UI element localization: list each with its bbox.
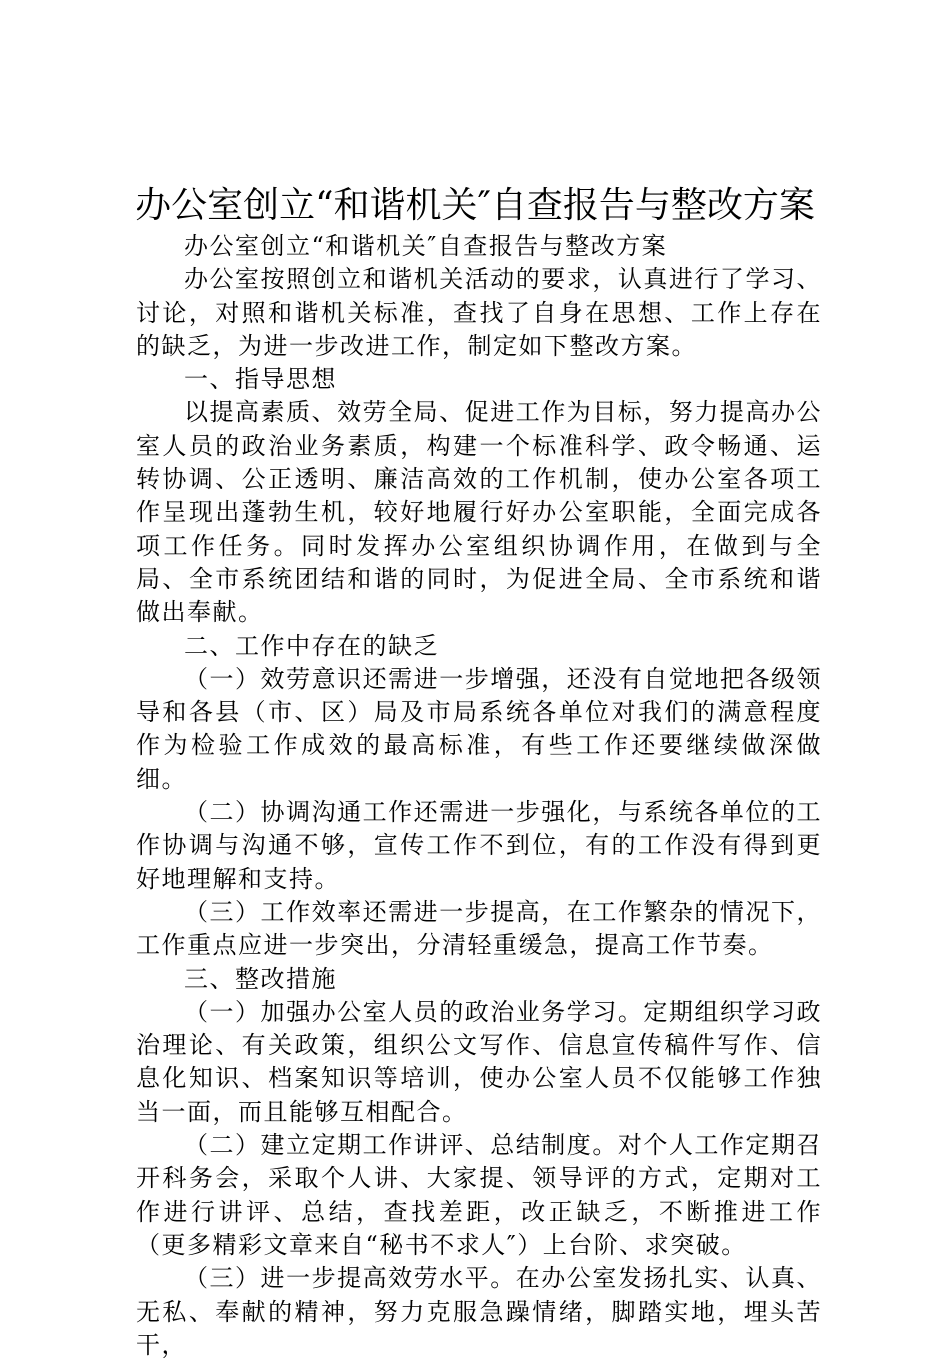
document-body <box>136 230 822 1362</box>
document-title: 办公室创立“和谐机关″自查报告与整改方案 <box>135 185 815 226</box>
paragraph-guiding-ideology: 以提高素质、效劳全局、促进工作为目标，努力提高办公室人员的政治业务素质，构建一个标准科学、政令畅通、运转协调、公正透明、廉洁高效的工作机制，使办公室各项工作呈现出蓬勃生机，较好地履行好办公室职能，全面完成各项工作任务。同时发挥办公室组织协调作用，在做到与全局、全市系统团结和谐的同时，为促进全局、全市系统和谐做出奉献。 <box>136 398 822 627</box>
paragraph-intro: 办公室按照创立和谐机关活动的要求，认真进行了学习、讨论，对照和谐机关标准，查找了自身在思想、工作上存在的缺乏，为进一步改进工作，制定如下整改方案。 <box>136 265 822 360</box>
paragraph-shortcoming-1: （一）效劳意识还需进一步增强，还没有自觉地把各级领导和各县（市、区）局及市局系统各单位对我们的满意程度作为检验工作成效的最高标准，有些工作还要继续做深做细。 <box>136 664 822 793</box>
paragraph-subtitle: 办公室创立“和谐机关″自查报告与整改方案 <box>184 232 668 260</box>
section-heading-measures: 三、整改措施 <box>184 964 337 993</box>
paragraph-measure-3: （三）进一步提高效劳水平。在办公室发扬扎实、认真、无私、奉献的精神，努力克服急躁情绪，脚踏实地，埋头苦干， <box>136 1264 822 1359</box>
section-heading-shortcomings: 二、工作中存在的缺乏 <box>184 631 439 660</box>
paragraph-shortcoming-2: （二）协调沟通工作还需进一步强化，与系统各单位的工作协调与沟通不够，宣传工作不到位，有的工作没有得到更好地理解和支持。 <box>136 798 822 893</box>
section-heading-guiding-ideology: 一、指导思想 <box>184 365 337 394</box>
paragraph-measure-1: （一）加强办公室人员的政治业务学习。定期组织学习政治理论、有关政策，组织公文写作、信息宣传稿件写作、信息化知识、档案知识等培训，使办公室人员不仅能够工作独当一面，而且能够互相配合。 <box>136 997 822 1126</box>
paragraph-measure-2: （二）建立定期工作讲评、总结制度。对个人工作定期召开科务会，采取个人讲、大家提、领导评的方式，定期对工作进行讲评、总结，查找差距，改正缺乏，不断推进工作（更多精彩文章来自“秘书不求人″）上台阶、求突破。 <box>136 1131 822 1259</box>
paragraph-shortcoming-3: （三）工作效率还需进一步提高，在工作繁杂的情况下，工作重点应进一步突出，分清轻重缓急，提高工作节奏。 <box>136 897 822 960</box>
